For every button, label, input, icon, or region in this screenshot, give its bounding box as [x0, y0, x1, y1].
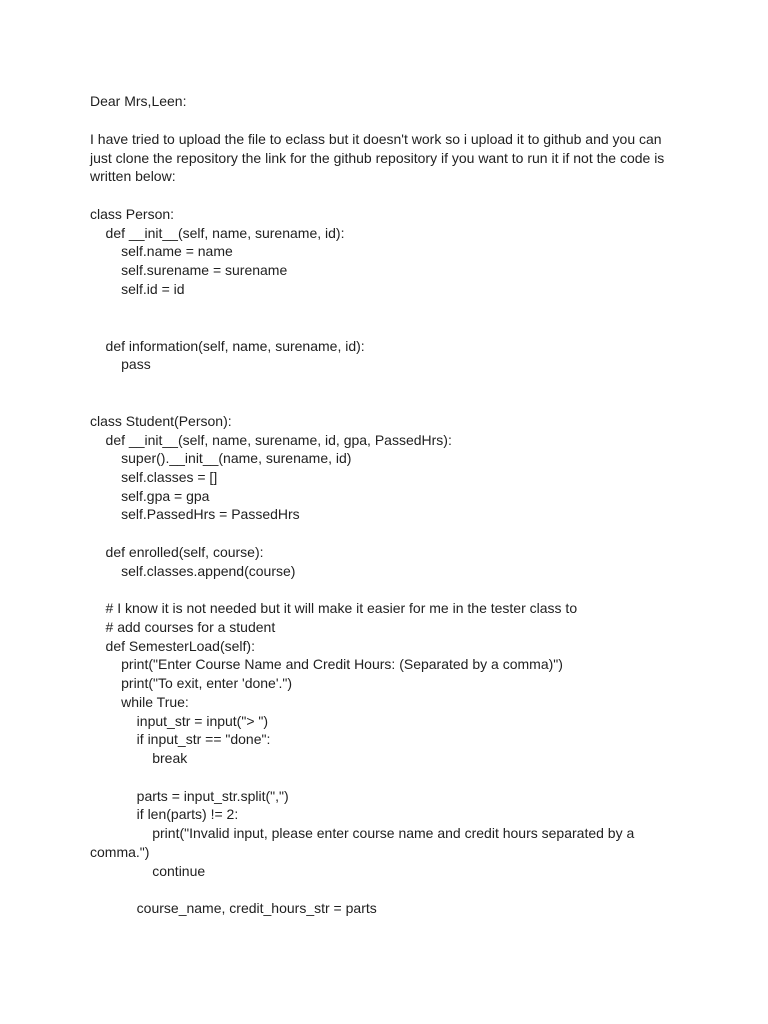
- code-line: parts = input_str.split(","): [90, 788, 289, 804]
- body-text-line: I have tried to upload the file to eclass but it doesn't work so i upload it to github and you can: [90, 131, 662, 147]
- code-line: break: [90, 750, 188, 766]
- code-line: comma."): [90, 844, 150, 860]
- code-line: course_name, credit_hours_str = parts: [90, 900, 377, 916]
- code-line: self.id = id: [90, 281, 185, 297]
- code-line: class Person:: [90, 206, 175, 222]
- code-comment-line: # I know it is not needed but it will make it easier for me in the tester class to: [90, 600, 578, 616]
- code-line: if len(parts) != 2:: [90, 806, 239, 822]
- code-line: if input_str == "done":: [90, 731, 271, 747]
- code-line: self.classes = []: [90, 469, 218, 485]
- code-line: continue: [90, 863, 206, 879]
- code-line: def __init__(self, name, surename, id):: [90, 225, 345, 241]
- body-text-line: written below:: [90, 168, 176, 184]
- code-line: self.PassedHrs = PassedHrs: [90, 506, 300, 522]
- code-line: def SemesterLoad(self):: [90, 638, 255, 654]
- code-line: while True:: [90, 694, 189, 710]
- salutation: Dear Mrs,Leen:: [90, 93, 187, 109]
- code-line: def enrolled(self, course):: [90, 544, 264, 560]
- code-line: input_str = input("> "): [90, 713, 269, 729]
- code-line: super().__init__(name, surename, id): [90, 450, 352, 466]
- code-line: pass: [90, 356, 151, 372]
- code-line: print("Enter Course Name and Credit Hours: (Separated by a comma)"): [90, 656, 563, 672]
- code-line: print("To exit, enter 'done'."): [90, 675, 293, 691]
- code-line: class Student(Person):: [90, 413, 232, 429]
- code-line: self.classes.append(course): [90, 563, 296, 579]
- code-line: self.name = name: [90, 243, 233, 259]
- code-line: print("Invalid input, please enter course name and credit hours separated by a: [90, 825, 635, 841]
- code-comment-line: # add courses for a student: [90, 619, 276, 635]
- code-line: self.surename = surename: [90, 262, 288, 278]
- code-line: def information(self, name, surename, id):: [90, 338, 365, 354]
- body-text-line: just clone the repository the link for the github repository if you want to run it if not the code is: [90, 150, 665, 166]
- code-line: def __init__(self, name, surename, id, gpa, PassedHrs):: [90, 432, 452, 448]
- code-line: self.gpa = gpa: [90, 488, 210, 504]
